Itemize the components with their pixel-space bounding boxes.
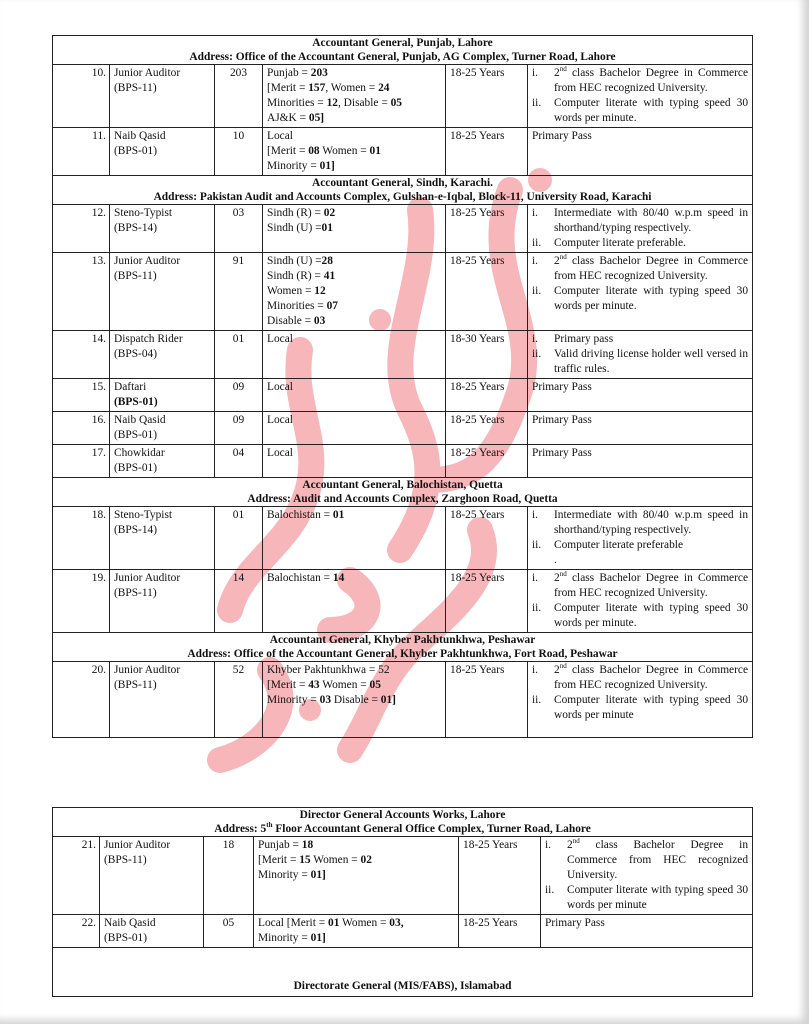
row-number: 10. xyxy=(53,65,110,128)
list-marker: i. xyxy=(545,839,552,851)
list-marker: ii. xyxy=(532,348,542,360)
post-bps: (BPS-14) xyxy=(114,222,158,234)
quota-text: Minority = xyxy=(258,932,311,944)
list-marker: i. xyxy=(532,333,539,345)
quota-text: Sindh (U) = xyxy=(267,222,322,234)
quota-value: 15 xyxy=(299,854,311,866)
qualification-text: 2 xyxy=(554,67,560,79)
qualification-text: Computer literate with typing speed 30 words per minute. xyxy=(554,97,749,124)
quota-value: 43 xyxy=(308,679,320,691)
quota-text: Women = xyxy=(319,679,370,691)
table-row xyxy=(53,379,753,412)
row-number: 16. xyxy=(53,412,110,445)
qualification-text: Valid driving license holder well versed in traffic rules. xyxy=(554,348,749,375)
row-number: 18. xyxy=(53,507,110,570)
post-title: Junior Auditor xyxy=(104,839,171,851)
table-row xyxy=(53,445,753,478)
section-header xyxy=(53,36,753,65)
quota-value: 05 xyxy=(369,679,381,691)
quota-text: Minority = xyxy=(258,869,311,881)
qualification-sup: nd xyxy=(559,253,567,262)
qualification-text: Computer literate with typing speed 30 words per minute xyxy=(554,694,749,721)
quota-text: AJ&K = xyxy=(267,112,309,124)
post-bps: (BPS-01) xyxy=(114,396,158,408)
post-name xyxy=(100,837,204,915)
post-name xyxy=(110,331,215,379)
quota-value: 08 xyxy=(308,145,320,157)
quota-value: 01] xyxy=(380,694,396,706)
quota-text: Local [Merit = xyxy=(258,917,328,929)
qualification-text: Primary pass xyxy=(554,333,614,345)
qualification-text: 2 xyxy=(567,839,573,851)
age-limit: 18-25 Years xyxy=(446,445,528,478)
qualification-text: class Bachelor Degree in Commerce from HEC recognized University. xyxy=(567,839,749,881)
quota xyxy=(263,507,446,570)
quota-text: Minority = xyxy=(267,694,320,706)
row-number: 12. xyxy=(53,205,110,253)
quota-text: Women = xyxy=(310,854,361,866)
qualification-text: class Bachelor Degree in Commerce from HEC recognized University. xyxy=(554,572,749,599)
quota-text: [Merit = xyxy=(267,679,309,691)
quota-text: Punjab = xyxy=(267,67,311,79)
quota xyxy=(263,128,446,176)
quota: Local xyxy=(263,379,446,412)
seat-count: 52 xyxy=(215,662,263,738)
quota-value: 203 xyxy=(310,67,328,79)
seat-count: 04 xyxy=(215,445,263,478)
quota-text: [Merit = xyxy=(267,145,309,157)
qualification-text: Intermediate with 80/40 w.p.m speed in shorthand/typing respectively. xyxy=(554,509,749,536)
quota-value: 41 xyxy=(323,270,336,282)
qualification-sup: nd xyxy=(559,662,567,671)
list-marker: ii. xyxy=(532,539,542,551)
post-bps: (BPS-11) xyxy=(104,854,147,866)
post-title: Naib Qasid xyxy=(104,917,156,929)
qualification xyxy=(528,570,753,633)
vacancy-table-main xyxy=(52,35,753,738)
post-bps: (BPS-11) xyxy=(114,270,157,282)
qualification-text: class Bachelor Degree in Commerce from HEC recognized University. xyxy=(554,664,749,691)
quota xyxy=(254,915,459,948)
post-bps: (BPS-01) xyxy=(104,932,148,944)
quota-value: 05] xyxy=(308,112,325,124)
post-bps: (BPS-14) xyxy=(114,524,158,536)
quota-text: Local xyxy=(267,130,293,142)
quota-text: Punjab = xyxy=(258,839,302,851)
list-marker: i. xyxy=(532,572,539,584)
section-title: Accountant General, Khyber Pakhtunkhwa, Peshawar xyxy=(269,634,536,646)
quota-text: Balochistan = xyxy=(267,509,333,521)
age-limit: 18-25 Years xyxy=(446,570,528,633)
quota-value: 18 xyxy=(301,839,314,851)
seat-count: 91 xyxy=(215,253,263,331)
list-marker: i. xyxy=(532,207,539,219)
age-limit: 18-25 Years xyxy=(446,128,528,176)
post-name xyxy=(110,445,215,478)
qualification: Primary Pass xyxy=(528,412,753,445)
post-title: Junior Auditor xyxy=(114,572,181,584)
quota-text: Minority = xyxy=(267,160,320,172)
post-title: Naib Qasid xyxy=(114,414,166,426)
qualification-text: . xyxy=(554,554,557,566)
qualification-text: class Bachelor Degree in Commerce from HEC recognized University. xyxy=(554,255,749,282)
section-title: Director General Accounts Works, Lahore xyxy=(299,809,506,821)
qualification-sup: nd xyxy=(559,570,567,579)
list-marker: i. xyxy=(532,255,539,267)
post-bps: (BPS-04) xyxy=(114,348,158,360)
age-limit: 18-25 Years xyxy=(446,662,528,738)
quota-value: 01 xyxy=(328,917,340,929)
qualification-text: Computer literate with typing speed 30 words per minute xyxy=(567,884,749,911)
post-title: Daftari xyxy=(114,381,147,393)
quota-value: 03 xyxy=(313,315,326,327)
age-limit: 18-25 Years xyxy=(446,65,528,128)
qualification-text: 2 xyxy=(554,255,560,267)
table-row xyxy=(53,65,753,128)
quota-value: 01 xyxy=(321,222,333,234)
quota-text: Sindh (U) = xyxy=(267,255,322,267)
quota-text: Minorities = xyxy=(267,97,327,109)
table-row xyxy=(53,331,753,379)
list-marker: ii. xyxy=(532,694,542,706)
post-title: Junior Auditor xyxy=(114,255,181,267)
qualification-text: Computer literate with typing speed 30 words per minute. xyxy=(554,285,749,312)
age-limit: 18-25 Years xyxy=(459,915,541,948)
table-row xyxy=(53,915,753,948)
age-limit: 18-30 Years xyxy=(446,331,528,379)
post-bps: (BPS-11) xyxy=(114,82,157,94)
quota-text: Disable = xyxy=(331,694,381,706)
table-row xyxy=(53,662,753,738)
post-name xyxy=(110,128,215,176)
qualification: Primary Pass xyxy=(528,379,753,412)
post-name xyxy=(110,412,215,445)
row-number: 14. xyxy=(53,331,110,379)
quota-text: [Merit = xyxy=(267,82,309,94)
qualification-text: Intermediate with 80/40 w.p.m speed in shorthand/typing respectively. xyxy=(554,207,749,234)
table-row xyxy=(53,570,753,633)
post-bps: (BPS-11) xyxy=(114,587,157,599)
section-address: Floor Accountant General Office Complex, Turner Road, Lahore xyxy=(272,823,591,835)
section-header xyxy=(53,948,753,997)
quota-text: [Merit = xyxy=(258,854,300,866)
quota-value: 03 xyxy=(319,694,332,706)
quota-text: Sindh (R) = xyxy=(267,207,324,219)
qualification xyxy=(528,662,753,738)
post-title: Steno-Typist xyxy=(114,509,173,521)
qualification-text: class Bachelor Degree in Commerce from HEC recognized University. xyxy=(554,67,749,94)
quota-text: , Disable = xyxy=(337,97,391,109)
section-header xyxy=(53,478,753,507)
age-limit: 18-25 Years xyxy=(459,837,541,915)
section-title: Accountant General, Sindh, Karachi. xyxy=(312,177,494,189)
section-title: Accountant General, Punjab, Lahore xyxy=(312,37,493,49)
row-number: 21. xyxy=(53,837,100,915)
post-name xyxy=(110,253,215,331)
quota xyxy=(254,837,459,915)
quota-text: Women = xyxy=(267,285,315,297)
quota-value: 14 xyxy=(332,572,345,584)
qualification xyxy=(528,253,753,331)
section-header xyxy=(53,633,753,662)
qualification: Primary Pass xyxy=(528,445,753,478)
quota-text: Balochistan = xyxy=(267,572,333,584)
row-number: 20. xyxy=(53,662,110,738)
post-title: Chowkidar xyxy=(114,447,165,459)
qualification xyxy=(528,331,753,379)
qualification-sup: nd xyxy=(559,65,567,74)
post-bps: (BPS-01) xyxy=(114,145,158,157)
quota-value: 01] xyxy=(310,932,326,944)
section-address: Address: Audit and Accounts Complex, Zarghoon Road, Quetta xyxy=(247,493,558,505)
quota-value: 12 xyxy=(326,97,338,109)
quota-value: 24 xyxy=(378,82,390,94)
post-title: Junior Auditor xyxy=(114,67,181,79)
quota-value: 01] xyxy=(310,869,326,881)
table-row xyxy=(53,507,753,570)
list-marker: ii. xyxy=(545,884,555,896)
row-number: 19. xyxy=(53,570,110,633)
quota-value: 01] xyxy=(319,160,335,172)
qualification-text: Computer literate preferable xyxy=(554,539,684,551)
seat-count: 10 xyxy=(215,128,263,176)
vacancy-table-dgaw xyxy=(52,807,753,997)
list-marker: ii. xyxy=(532,237,542,249)
qualification xyxy=(541,837,753,915)
seat-count: 09 xyxy=(215,379,263,412)
table-row xyxy=(53,205,753,253)
quota-text: Sindh (R) = xyxy=(267,270,324,282)
table-row xyxy=(53,412,753,445)
quota-text: Khyber Pakhtunkhwa = 52 xyxy=(267,664,390,676)
section-address: Address: Pakistan Audit and Accounts Complex, Gulshan-e-Iqbal, Block-11, University Road, Karachi xyxy=(153,191,652,203)
section-title: Directorate General (MIS/FABS), Islamabad xyxy=(53,948,753,997)
age-limit: 18-25 Years xyxy=(446,205,528,253)
section-address: Address: Office of the Accountant General, Khyber Pakhtunkhwa, Fort Road, Peshawar xyxy=(187,648,618,660)
section-header xyxy=(53,176,753,205)
quota-value: 07 xyxy=(326,300,338,312)
post-title: Steno-Typist xyxy=(114,207,173,219)
post-title: Dispatch Rider xyxy=(114,333,183,345)
quota xyxy=(263,65,446,128)
quota-value: 28 xyxy=(321,255,333,267)
seat-count: 05 xyxy=(204,915,254,948)
table-row xyxy=(53,837,753,915)
age-limit: 18-25 Years xyxy=(446,412,528,445)
list-marker: ii. xyxy=(532,285,542,297)
quota-value: 01 xyxy=(332,509,345,521)
seat-count: 01 xyxy=(215,507,263,570)
post-name xyxy=(110,205,215,253)
quota-value: 03, xyxy=(389,917,404,929)
quota: Local xyxy=(263,412,446,445)
list-marker: i. xyxy=(532,509,539,521)
post-title: Naib Qasid xyxy=(114,130,166,142)
seat-count: 203 xyxy=(215,65,263,128)
list-marker: i. xyxy=(532,664,539,676)
qualification xyxy=(528,507,753,570)
section-title: Accountant General, Balochistan, Quetta xyxy=(302,479,503,491)
quota xyxy=(263,570,446,633)
quota-value: 02 xyxy=(323,207,336,219)
row-number: 17. xyxy=(53,445,110,478)
table-row xyxy=(53,253,753,331)
post-name xyxy=(110,379,215,412)
quota-text: Minorities = xyxy=(267,300,327,312)
list-marker: i. xyxy=(532,67,539,79)
row-number: 22. xyxy=(53,915,100,948)
section-address-sup: th xyxy=(266,821,273,830)
quota xyxy=(263,205,446,253)
post-name xyxy=(110,507,215,570)
row-number: 13. xyxy=(53,253,110,331)
quota-text: Women = xyxy=(319,145,370,157)
age-limit: 18-25 Years xyxy=(446,507,528,570)
row-number: 15. xyxy=(53,379,110,412)
quota: Local xyxy=(263,331,446,379)
table-row xyxy=(53,128,753,176)
seat-count: 01 xyxy=(215,331,263,379)
qualification-sup: nd xyxy=(572,837,580,846)
seat-count: 18 xyxy=(204,837,254,915)
qualification-text: Computer literate preferable. xyxy=(554,237,686,249)
section-header xyxy=(53,808,753,837)
seat-count: 14 xyxy=(215,570,263,633)
quota-text: , Women = xyxy=(325,82,379,94)
qualification xyxy=(528,205,753,253)
section-address: Address: Office of the Accountant General, Punjab, AG Complex, Turner Road, Lahore xyxy=(189,51,616,63)
qualification xyxy=(528,65,753,128)
section-address: Address: 5 xyxy=(214,823,267,835)
quota-value: 01 xyxy=(369,145,381,157)
quota xyxy=(263,253,446,331)
post-bps: (BPS-01) xyxy=(114,429,158,441)
post-name xyxy=(110,662,215,738)
post-name xyxy=(100,915,204,948)
qualification: Primary Pass xyxy=(528,128,753,176)
qualification-text: 2 xyxy=(554,664,560,676)
qualification-text: 2 xyxy=(554,572,560,584)
seat-count: 09 xyxy=(215,412,263,445)
quota: Local xyxy=(263,445,446,478)
post-bps: (BPS-11) xyxy=(114,679,157,691)
quota-text: Disable = xyxy=(267,315,314,327)
list-marker: ii. xyxy=(532,97,542,109)
age-limit: 18-25 Years xyxy=(446,379,528,412)
seat-count: 03 xyxy=(215,205,263,253)
quota-value: 02 xyxy=(360,854,372,866)
post-bps: (BPS-01) xyxy=(114,462,158,474)
quota-value: 05 xyxy=(390,97,402,109)
qualification: Primary Pass xyxy=(541,915,753,948)
list-marker: ii. xyxy=(532,602,542,614)
row-number: 11. xyxy=(53,128,110,176)
post-title: Junior Auditor xyxy=(114,664,181,676)
quota-text: Women = xyxy=(339,917,390,929)
qualification-text: Computer literate with typing speed 30 words per minute. xyxy=(554,602,749,629)
age-limit: 18-25 Years xyxy=(446,253,528,331)
quota-value: 157 xyxy=(308,82,326,94)
quota-value: 12 xyxy=(314,285,326,297)
post-name xyxy=(110,570,215,633)
quota xyxy=(263,662,446,738)
post-name xyxy=(110,65,215,128)
